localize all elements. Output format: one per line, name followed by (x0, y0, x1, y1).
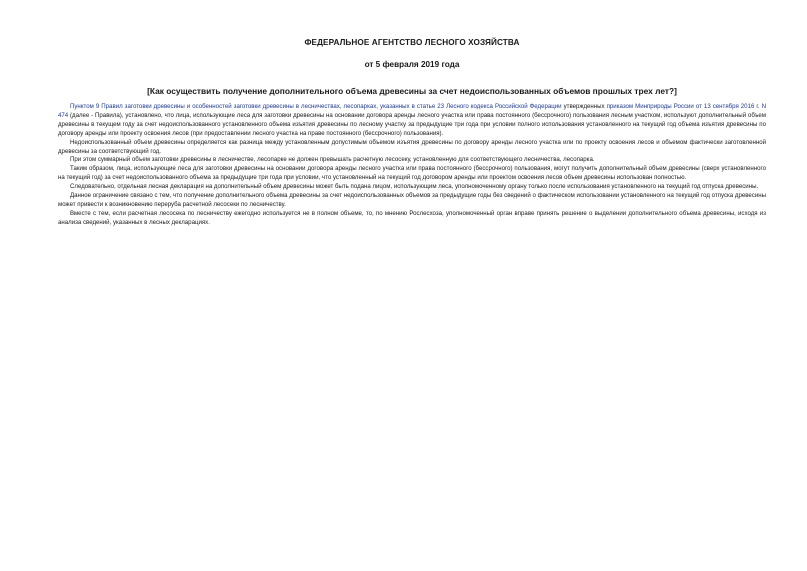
paragraph-4: Таким образом, лица, использующие леса для заготовки древесины на основании договора аренды лесного участка или права постоянного (бессрочного) пользования, могут получить дополнительный объем древесины (сверх установленного на текущий год) за счет недоиспользованного объема за предыдущие три года при условии, что установленный на текущий год договором аренды или проектом освоения лесов объем древесины использован полностью. (58, 165, 766, 182)
paragraph-3: При этом суммарный объем заготовки древесины в лесничестве, лесопарке не должен превышать расчетную лесосеку, установленную для соответствующего лесничества, лесопарка. (70, 156, 595, 164)
document-title: [Как осуществить получение дополнительного объема древесины за счет недоиспользованных объемов прошлых трех лет?] (147, 86, 677, 96)
link-order[interactable]: приказом Минприроды России от 13 сентября 2016 г. N 474 (58, 103, 766, 119)
paragraph-1-text-a: утвержденных (561, 103, 607, 110)
paragraph-1 (58, 103, 766, 139)
paragraph-6: Данное ограничение связано с тем, что получение дополнительного объема древесины за счет недоиспользованных объемов за предыдущие годы без сведений о фактическом использовании установленного на текущий год отпуска древесины может привести к возникновению переруба расчетной лесосеки по лесничеству. (58, 192, 766, 208)
document-date: от 5 февраля 2019 года (364, 60, 460, 69)
paragraph-7: Вместе с тем, если расчетная лесосека по лесничеству ежегодно используется не в полном объеме, то, по мнению Рослесхоза, уполномоченный орган вправе принять решение о выделении дополнительного объема древесины, исходя из анализа сведений, указанных в лесных декларациях. (58, 209, 766, 226)
document-body (58, 103, 766, 228)
agency-name: ФЕДЕРАЛЬНОЕ АГЕНТСТВО ЛЕСНОГО ХОЗЯЙСТВА (304, 38, 520, 47)
link-rules[interactable]: Пунктом 9 Правил заготовки древесины и особенностей заготовки древесины в лесничествах, лесопарках, указанных в статье 23 Лесного кодекса Российской Федерации (70, 103, 562, 110)
paragraph-2: Недоиспользованный объем древесины определяется как разница между установленным допустимым объемом изъятия древесины по договору аренды лесного участка или по проекту освоения лесов и объемом фактически заготовленной древесины за соответствующий год. (58, 138, 766, 155)
paragraph-1-text-b: (далее - Правила), установлено, что лица, использующие леса для заготовки древесины на основании договора аренды лесного участка или права постоянного (бессрочного) пользования лесным участком, используют дополнительный объем древесины в текущем году за счет недоиспользованного установленного объема изъятия древесины по лесному участку за предыдущие три года при условии полного использования установленного на текущий год объема изъятия древесины по договору аренды или проекту освоения лесов (при предоставлении лесного участка на праве постоянного (бессрочного) пользования). (58, 111, 766, 137)
paragraph-5: Следовательно, отдельная лесная декларация на дополнительный объем древесины может быть подана лицом, использующим леса, уполномоченному органу только после использования установленного на текущий год отпуска древесины. (70, 183, 759, 191)
